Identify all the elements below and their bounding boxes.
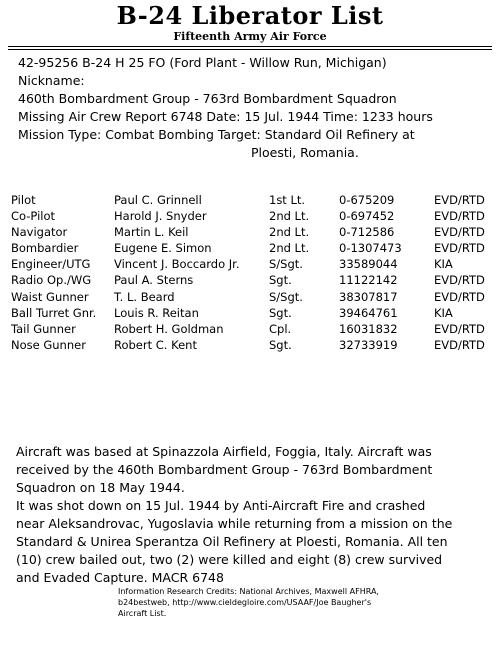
- info-target-continuation: Ploesti, Romania.: [251, 145, 359, 160]
- crew-status: KIA: [434, 257, 453, 272]
- crew-serial: 0-675209: [339, 193, 395, 207]
- crew-row: [11, 224, 491, 240]
- crew-role: Ball Turret Gnr.: [11, 305, 97, 320]
- crew-role: Pilot: [11, 193, 36, 207]
- crew-rank: S/Sgt.: [269, 257, 303, 272]
- crew-name: Paul C. Grinnell: [114, 193, 202, 207]
- crew-role: Engineer/UTG: [11, 257, 91, 272]
- crew-name: Martin L. Keil: [114, 225, 189, 240]
- crew-name: T. L. Beard: [114, 289, 175, 304]
- narrative-line: received by the 460th Bombardment Group - 763rd Bombardment: [16, 462, 433, 477]
- narrative-line: (10) crew bailed out, two (2) were killed and eight (8) crew survived: [16, 552, 443, 567]
- narrative-line: Standard & Unirea Sperantza Oil Refinery at Ploesti, Romania. All ten: [16, 534, 448, 549]
- header-divider: [8, 46, 492, 47]
- crew-row: [11, 305, 491, 321]
- crew-status: EVD/RTD: [434, 225, 485, 240]
- crew-row: [11, 240, 491, 256]
- info-serial-line: 42-95256 B-24 H 25 FO (Ford Plant - Willow Run, Michigan): [18, 55, 387, 70]
- crew-serial: 0-697452: [339, 209, 395, 224]
- credits-line: Information Research Credits: National Archives, Maxwell AFHRA,: [118, 587, 379, 596]
- narrative-line: near Aleksandrovac, Yugoslavia while returning from a mission on the: [16, 516, 453, 531]
- crew-rank: 1st Lt.: [269, 193, 306, 207]
- crew-row: [11, 256, 491, 272]
- crew-row: [11, 337, 491, 353]
- crew-name: Eugene E. Simon: [114, 241, 212, 256]
- crew-status: EVD/RTD: [434, 321, 485, 336]
- narrative-line: Squadron on 18 May 1944.: [16, 480, 185, 495]
- credits-line: Aircraft List.: [118, 609, 167, 618]
- crew-serial: 11122142: [339, 273, 398, 288]
- crew-row: [11, 272, 491, 288]
- credits-line: b24bestweb, http://www.cieldegloire.com/USAAF/Joe Baugher's: [118, 598, 372, 607]
- crew-role: Co-Pilot: [11, 209, 56, 224]
- narrative: [16, 443, 488, 587]
- narrative-line: Aircraft was based at Spinazzola Airfield, Foggia, Italy. Aircraft was: [16, 444, 432, 459]
- crew-status: EVD/RTD: [434, 193, 485, 207]
- header-divider-secondary: [8, 49, 492, 50]
- aircraft-info: [18, 54, 488, 162]
- crew-rank: Sgt.: [269, 337, 292, 352]
- crew-rank: Sgt.: [269, 305, 292, 320]
- crew-name: Robert C. Kent: [114, 337, 197, 352]
- crew-serial: 32733919: [339, 337, 398, 352]
- crew-serial: 33589044: [339, 257, 398, 272]
- crew-name: Paul A. Sterns: [114, 273, 194, 288]
- crew-status: EVD/RTD: [434, 209, 485, 224]
- crew-name: Louis R. Reitan: [114, 305, 199, 320]
- crew-row: [11, 192, 491, 208]
- crew-role: Waist Gunner: [11, 289, 89, 304]
- crew-rank: 2nd Lt.: [269, 241, 310, 256]
- info-macr-line: Missing Air Crew Report 6748 Date: 15 Jul. 1944 Time: 1233 hours: [18, 109, 433, 124]
- crew-serial: 16031832: [339, 321, 398, 336]
- crew-row: [11, 321, 491, 337]
- crew-role: Navigator: [11, 225, 68, 240]
- crew-name: Vincent J. Boccardo Jr.: [114, 257, 240, 272]
- crew-row: [11, 289, 491, 305]
- info-mission-line: Mission Type: Combat Bombing Target: Standard Oil Refinery at: [18, 127, 415, 142]
- info-unit-line: 460th Bombardment Group - 763rd Bombardment Squadron: [18, 91, 397, 106]
- crew-rank: Cpl.: [269, 321, 292, 336]
- crew-status: EVD/RTD: [434, 273, 485, 288]
- crew-status: KIA: [434, 305, 453, 320]
- crew-serial: 0-1307473: [339, 241, 402, 256]
- crew-serial: 38307817: [339, 289, 398, 304]
- crew-name: Harold J. Snyder: [114, 209, 207, 224]
- crew-name: Robert H. Goldman: [114, 321, 224, 336]
- info-nickname-line: Nickname:: [18, 73, 85, 88]
- crew-rank: 2nd Lt.: [269, 209, 310, 224]
- page-title: B-24 Liberator List: [116, 1, 384, 30]
- research-credits: [118, 586, 418, 619]
- crew-status: EVD/RTD: [434, 241, 485, 256]
- narrative-line: and Evaded Capture. MACR 6748: [16, 570, 224, 585]
- crew-list: [11, 192, 491, 353]
- crew-rank: S/Sgt.: [269, 289, 303, 304]
- crew-role: Tail Gunner: [11, 321, 76, 336]
- crew-role: Bombardier: [11, 241, 79, 256]
- crew-row: [11, 208, 491, 224]
- crew-serial: 39464761: [339, 305, 398, 320]
- crew-status: EVD/RTD: [434, 289, 485, 304]
- crew-rank: 2nd Lt.: [269, 225, 310, 240]
- narrative-line: It was shot down on 15 Jul. 1944 by Anti-Aircraft Fire and crashed: [16, 498, 426, 513]
- crew-status: EVD/RTD: [434, 337, 485, 352]
- crew-role: Nose Gunner: [11, 337, 86, 352]
- crew-rank: Sgt.: [269, 273, 292, 288]
- crew-serial: 0-712586: [339, 225, 395, 240]
- page-subtitle: Fifteenth Army Air Force: [173, 30, 327, 43]
- crew-role: Radio Op./WG: [11, 273, 92, 288]
